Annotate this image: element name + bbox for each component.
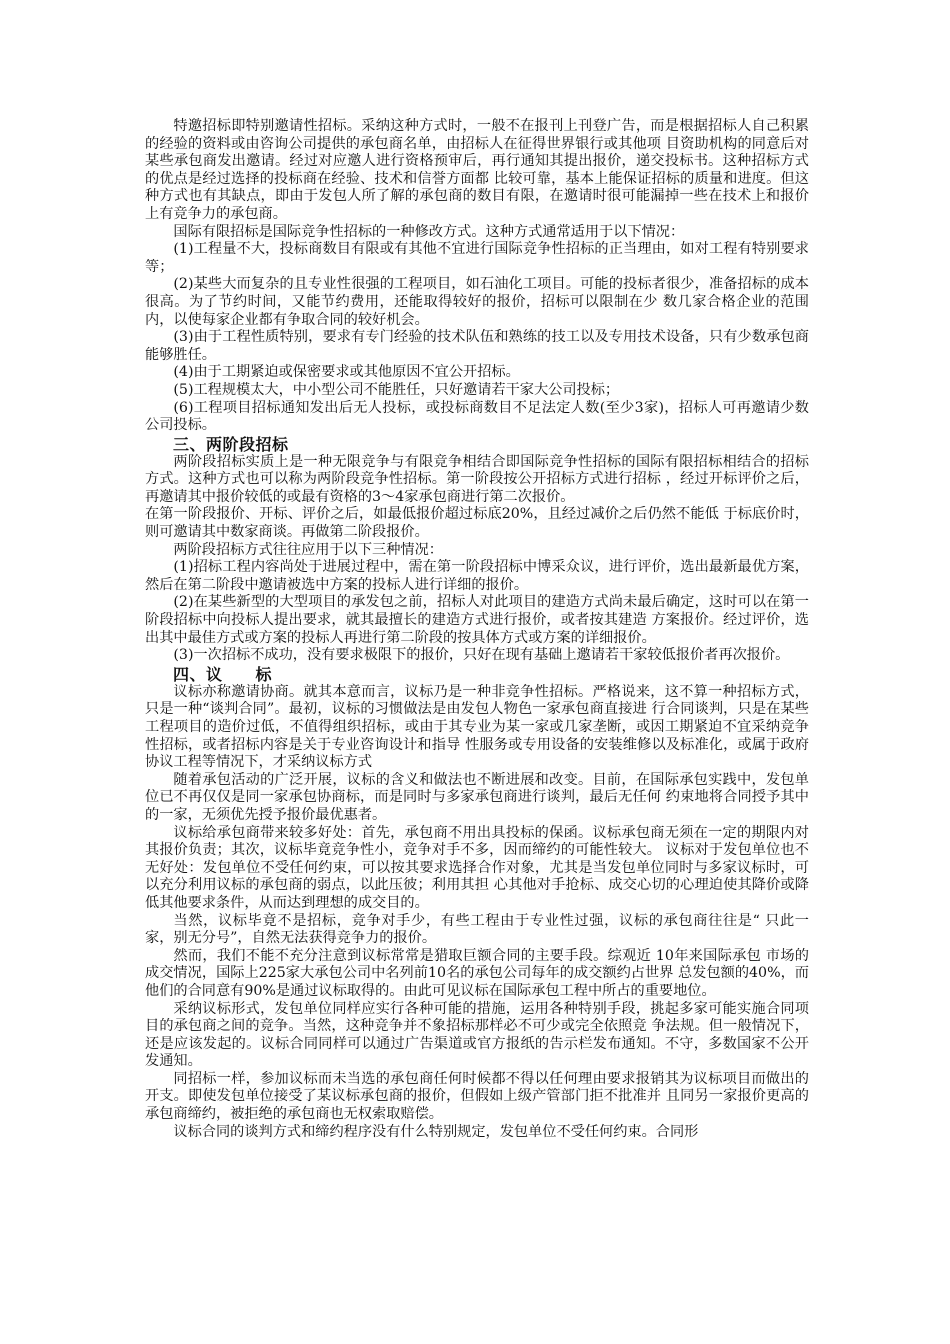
paragraph-8: 议标给承包商带来较多好处：首先，承包商不用出具投标的保函。议标承包商无须在一定的期限内对其报价负责；其次，议标毕竟竞争性小，竞争对手不多，因而缔约的可能性较大。 议标对于发包单位也不无好处：发包单位不受任何约束，可以按其要求选择合作对象，尤其是当发包单位同时与多家议标时，可以充分利用议标的承包商的弱点，以此压彼；利用其担 心其他对手抢标、成交心切的心理迫使其降价或降低其他要求条件，从而达到理想的成交目的。 [145,824,809,911]
paragraph-11: 采纳议标形式，发包单位同样应实行各种可能的措施，运用各种特别手段，挑起多家可能实施合同项目的承包商之间的竞争。当然，这种竞争并不象招标那样必不可少或完全依照竞 争法规。但一般情况下，还是应该发起的。议标合同同样可以通过广告渠道或官方报纸的告示栏发布通知。不守，多数国家不公开发通知。 [145,1000,809,1070]
paragraph-2: 国际有限招标是国际竞争性招标的一种修改方式。这种方式通常适用于以下情况： [173,223,685,240]
document-page [145,118,809,1141]
list-item-6: (6)工程项目招标通知发出后无人投标，或投标商数目不足法定人数(至少3家)，招标人可再邀请少数公司投标。 [145,399,809,434]
paragraph-9: 当然，议标毕竟不是招标，竞争对手少，有些工程由于专业性过强，议标的承包商往往是“ 只此一家，别无分号”，自然无法获得竞争力的报价。 [145,912,809,947]
section-heading-two-stage: 三、两阶段招标 [173,434,289,454]
paragraph-3: 两阶段招标实质上是一种无限竞争与有限竞争相结合即国际竞争性招标的国际有限招标相结合的招标方式。这种方式也可以称为两阶段竞争性招标。第一阶段按公开招标方式进行招标 ，经过开标评价之后，再邀请其中报价较低的或最有资格的3～4家承包商进行第二次报价。 [145,453,809,505]
list-item-2: (2)某些大而复杂的且专业性很强的工程项目，如石油化工项目。可能的投标者很少，准备招标的成本很高。为了节约时间，又能节约费用，还能取得较好的报价，招标可以限制在少 数几家合格企业的范围内，以使每家企业都有争取合同的较好机会。 [145,276,809,328]
section-heading-negotiation: 四、议 标 [173,664,273,684]
paragraph-10: 然而，我们不能不充分注意到议标常常是猎取巨额合同的主要手段。综观近 10年来国际承包 市场的成交情况，国际上225家大承包公司中名列前10名的承包公司每年的成交额约占世界 总发包额的40%，而他们的合同意有90%是通过议标取得的。由此可见议标在国际承包工程中所占的重要地位。 [145,947,809,999]
list-item-3: (3)由于工程性质特别，要求有专门经验的技术队伍和熟练的技工以及专用技术设备，只有少数承包商能够胜任。 [145,329,809,363]
list-item-4: (4)由于工期紧迫或保密要求或其他原因不宜公开招标。 [173,364,520,381]
paragraph-7: 随着承包活动的广泛开展，议标的含义和做法也不断进展和改变。目前，在国际承包实践中，发包单位已不再仅仅是同一家承包协商标，而是同时与多家承包商进行谈判，最后无任何 约束地将合同授予其中的一家，无须优先授予报价最优惠者。 [145,771,809,823]
list-item-1: (1)工程量不大，投标商数目有限或有其他不宜进行国际竞争性招标的正当理由，如对工程有特别要求等； [145,241,809,275]
list-item-5: (5)工程规模太大，中小型公司不能胜任，只好邀请若干家大公司投标； [173,381,620,398]
paragraph-12: 同招标一样，参加议标而未当选的承包商任何时候都不得以任何理由要求报销其为议标项目而做出的开支。即使发包单位接受了某议标承包商的报价，但假如上级产管部门拒不批准并 且同另一家报价更高的承包商缔约，被拒绝的承包商也无权索取赔偿。 [145,1070,809,1123]
paragraph-5: 两阶段招标方式往往应用于以下三种情况： [173,541,443,558]
list-item-8: (2)在某些新型的大型项目的承发包之前，招标人对此项目的建造方式尚未最后确定，这时可以在第一阶段招标中向投标人提出要求，就其最擅长的建造方式进行报价，或者按其建造 方案报价。经过评价，选出其中最佳方式或方案的投标人再进行第二阶段的按具体方式或方案的详细报价。 [145,594,809,646]
list-item-9: (3)一次招标不成功，没有要求极限下的报价，只好在现有基础上邀请若干家较低报价者再次报价。 [173,647,790,664]
paragraph-6: 议标亦称邀请协商。就其本意而言，议标乃是一种非竞争性招标。严格说来，这不算一种招标方式，只是一种“谈判合同”。最初，议标的习惯做法是由发包人物色一家承包商直接进 行合同谈判，只是在某些工程项目的造价过低，不值得组织招标，或由于其专业为某一家或几家垄断，或因工期紧迫不宜采纳竞争性招标，或者招标内容是关于专业咨询设计和指导 性服务或专用设备的安装维修以及标准化，或属于政府协议工程等情况下，才采纳议标方式 [145,683,809,771]
paragraph-13: 议标合同的谈判方式和缔约程序没有什么特别规定，发包单位不受任何约束。合同形 [173,1123,699,1140]
list-item-7: (1)招标工程内容尚处于进展过程中，需在第一阶段招标中博采众议，进行评价，选出最新最优方案，然后在第二阶段中邀请被选中方案的投标人进行详细的报价。 [145,559,809,593]
paragraph-4: 在第一阶段报价、开标、评价之后，如最低报价超过标底20%，且经过减价之后仍然不能低 于标底价时，则可邀请其中数家商谈。再做第二阶段报价。 [145,506,809,541]
paragraph-1: 特邀招标即特别邀请性招标。采纳这种方式时，一般不在报刊上刊登广告，而是根据招标人自己积累的经验的资料或由咨询公司提供的承包商名单，由招标人在征得世界银行或其他项 目资助机构的同意后对某些承包商发出邀请。经过对应邀人进行资格预审后，再行通知其提出报价，递交投标书。这种招标方式的优点是经过选择的投标商在经验、技术和信誉方面都 比较可靠，基本上能保证招标的质量和进度。但这种方式也有其缺点，即由于发包人所了解的承包商的数目有限，在邀请时很可能漏掉一些在技术上和报价上有竞争力的承包商。 [145,118,809,222]
